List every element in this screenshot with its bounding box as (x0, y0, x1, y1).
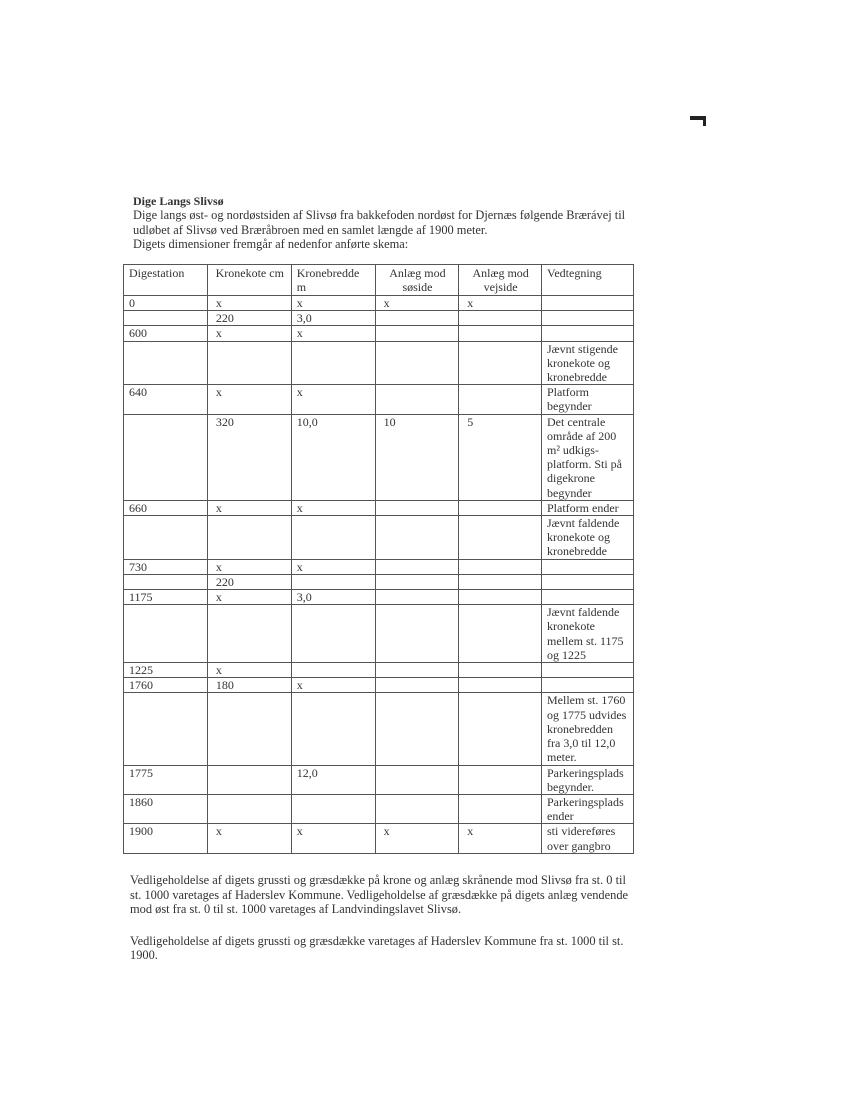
cell-kronekote: x (207, 385, 291, 414)
cell-kronebredde: x (291, 500, 375, 515)
cell-station (124, 414, 208, 500)
cell-anlaeg-soside (375, 605, 459, 663)
table-row (124, 516, 634, 560)
intro-table-lead: Digets dimensioner fremgår af nedenfor anførte skema: (133, 237, 409, 252)
cell-anlaeg-soside: 10 (375, 414, 459, 500)
cell-kronekote: x (207, 500, 291, 515)
cell-kronebredde (291, 794, 375, 823)
table-row (124, 414, 634, 500)
cell-anlaeg-vejside (459, 590, 542, 605)
cell-anlaeg-soside (375, 678, 459, 693)
cell-station (124, 516, 208, 560)
scan-corner-mark (690, 116, 706, 120)
cell-kronekote: 320 (207, 414, 291, 500)
intro-paragraph: Dige langs øst- og nordøstsiden af Slivsø fra bakkefoden nordøst for Djernæs følgende Brærávej til udløbet af Slivsø ved Bræråbroen med en samlet længde af 1900 meter. (133, 208, 626, 237)
footer-text (130, 873, 630, 980)
cell-vedtegning (542, 590, 634, 605)
cell-anlaeg-vejside (459, 605, 542, 663)
cell-vedtegning (542, 326, 634, 341)
maintenance-paragraph-2: Vedligeholdelse af digets grussti og græsdække varetages af Haderslev Kommune fra st. 1000 til st. 1900. (130, 933, 624, 963)
cell-anlaeg-soside (375, 765, 459, 794)
cell-station: 640 (124, 385, 208, 414)
cell-vedtegning: Jævnt faldende kronekote og kronebredde (542, 516, 634, 560)
cell-anlaeg-soside (375, 590, 459, 605)
cell-vedtegning (542, 559, 634, 574)
cell-anlaeg-soside (375, 663, 459, 678)
table-row (124, 794, 634, 823)
cell-anlaeg-soside (375, 311, 459, 326)
cell-kronebredde: 3,0 (291, 311, 375, 326)
cell-anlaeg-vejside (459, 326, 542, 341)
cell-anlaeg-vejside (459, 341, 542, 385)
cell-kronebredde (291, 341, 375, 385)
cell-kronekote: x (207, 663, 291, 678)
cell-anlaeg-vejside (459, 559, 542, 574)
table-row (124, 341, 634, 385)
cell-kronebredde (291, 516, 375, 560)
cell-station (124, 693, 208, 765)
cell-anlaeg-soside (375, 326, 459, 341)
cell-station (124, 311, 208, 326)
table-row (124, 574, 634, 589)
cell-kronekote (207, 341, 291, 385)
table-row (124, 605, 634, 663)
table-row (124, 311, 634, 326)
cell-anlaeg-vejside (459, 794, 542, 823)
cell-station: 1775 (124, 765, 208, 794)
cell-kronebredde: 10,0 (291, 414, 375, 500)
header-anlaeg-soside: Anlæg mod søside (375, 265, 459, 296)
cell-kronekote: x (207, 296, 291, 311)
cell-kronekote (207, 516, 291, 560)
table-row (124, 326, 634, 341)
cell-vedtegning (542, 296, 634, 311)
cell-kronebredde (291, 663, 375, 678)
header-vedtegning: Vedtegning (542, 265, 634, 296)
cell-kronebredde: x (291, 678, 375, 693)
cell-anlaeg-vejside: x (459, 296, 542, 311)
cell-kronebredde: x (291, 296, 375, 311)
cell-anlaeg-soside (375, 794, 459, 823)
cell-anlaeg-soside (375, 559, 459, 574)
table-row (124, 678, 634, 693)
dike-dimensions-table (123, 264, 634, 854)
header-kronebredde: Kronebredde m (291, 265, 375, 296)
cell-kronekote (207, 765, 291, 794)
table-row (124, 296, 634, 311)
cell-vedtegning (542, 311, 634, 326)
cell-anlaeg-soside: x (375, 824, 459, 853)
table-row (124, 663, 634, 678)
cell-station (124, 574, 208, 589)
cell-kronekote: x (207, 326, 291, 341)
table-row (124, 693, 634, 765)
cell-anlaeg-vejside (459, 678, 542, 693)
cell-anlaeg-vejside (459, 663, 542, 678)
cell-station (124, 341, 208, 385)
cell-anlaeg-soside (375, 385, 459, 414)
header-anlaeg-vejside: Anlæg mod vejside (459, 265, 542, 296)
maintenance-paragraph-1: Vedligeholdelse af digets grussti og græsdække på krone og anlæg skrånende mod Slivsø fra st. 0 til st. 1000 varetages af Haderslev Kommune. Vedligeholdelse af græsdække på digets anlæg vendende mod øst fra st. 0 til st. 1000 varetages af Landvindingslavet Slivsø. (130, 873, 629, 917)
cell-vedtegning: Parkeringsplads begynder. (542, 765, 634, 794)
cell-anlaeg-vejside (459, 693, 542, 765)
cell-vedtegning: sti videreføres over gangbro (542, 824, 634, 853)
cell-kronekote: x (207, 824, 291, 853)
cell-anlaeg-vejside (459, 500, 542, 515)
cell-vedtegning: Platform ender (542, 500, 634, 515)
header-kronekote: Kronekote cm (207, 265, 291, 296)
cell-station: 600 (124, 326, 208, 341)
cell-kronebredde: 3,0 (291, 590, 375, 605)
header-digestation: Digestation (124, 265, 208, 296)
cell-anlaeg-vejside (459, 765, 542, 794)
cell-station: 730 (124, 559, 208, 574)
table-row (124, 765, 634, 794)
cell-vedtegning: Jævnt stigende kronekote og kronebredde (542, 341, 634, 385)
document-title: Dige Langs Slivsø (133, 194, 224, 208)
cell-kronekote: x (207, 590, 291, 605)
cell-kronekote (207, 605, 291, 663)
cell-anlaeg-soside (375, 516, 459, 560)
cell-kronebredde: x (291, 559, 375, 574)
intro-text (133, 208, 643, 252)
table-header-row (124, 265, 634, 296)
table-row (124, 385, 634, 414)
cell-vedtegning: Platform begynder (542, 385, 634, 414)
cell-anlaeg-soside (375, 693, 459, 765)
cell-anlaeg-vejside: 5 (459, 414, 542, 500)
cell-kronebredde: x (291, 326, 375, 341)
cell-anlaeg-soside: x (375, 296, 459, 311)
cell-anlaeg-vejside: x (459, 824, 542, 853)
cell-anlaeg-soside (375, 500, 459, 515)
cell-vedtegning: Jævnt faldende kronekote mellem st. 1175 og 1225 (542, 605, 634, 663)
cell-kronekote: 220 (207, 574, 291, 589)
cell-vedtegning: Parkeringsplads ender (542, 794, 634, 823)
table-row (124, 824, 634, 853)
cell-vedtegning (542, 663, 634, 678)
cell-kronebredde: x (291, 385, 375, 414)
cell-anlaeg-vejside (459, 311, 542, 326)
cell-kronebredde (291, 605, 375, 663)
cell-station: 1225 (124, 663, 208, 678)
cell-station: 0 (124, 296, 208, 311)
cell-anlaeg-soside (375, 341, 459, 385)
cell-vedtegning: Det centrale område af 200 m² udkigs-platform. Sti på digekrone begynder (542, 414, 634, 500)
cell-kronekote: 180 (207, 678, 291, 693)
cell-kronekote (207, 794, 291, 823)
table-row (124, 590, 634, 605)
cell-station: 660 (124, 500, 208, 515)
cell-station: 1900 (124, 824, 208, 853)
cell-station: 1760 (124, 678, 208, 693)
cell-kronebredde: x (291, 824, 375, 853)
cell-anlaeg-vejside (459, 516, 542, 560)
cell-kronekote: x (207, 559, 291, 574)
cell-anlaeg-soside (375, 574, 459, 589)
cell-vedtegning (542, 574, 634, 589)
table-row (124, 500, 634, 515)
cell-vedtegning: Mellem st. 1760 og 1775 udvides kronebredden fra 3,0 til 12,0 meter. (542, 693, 634, 765)
cell-vedtegning (542, 678, 634, 693)
cell-anlaeg-vejside (459, 574, 542, 589)
cell-kronebredde: 12,0 (291, 765, 375, 794)
cell-kronebredde (291, 693, 375, 765)
cell-station: 1860 (124, 794, 208, 823)
table-row (124, 559, 634, 574)
cell-kronekote: 220 (207, 311, 291, 326)
cell-anlaeg-vejside (459, 385, 542, 414)
cell-station: 1175 (124, 590, 208, 605)
cell-kronekote (207, 693, 291, 765)
cell-station (124, 605, 208, 663)
cell-kronebredde (291, 574, 375, 589)
